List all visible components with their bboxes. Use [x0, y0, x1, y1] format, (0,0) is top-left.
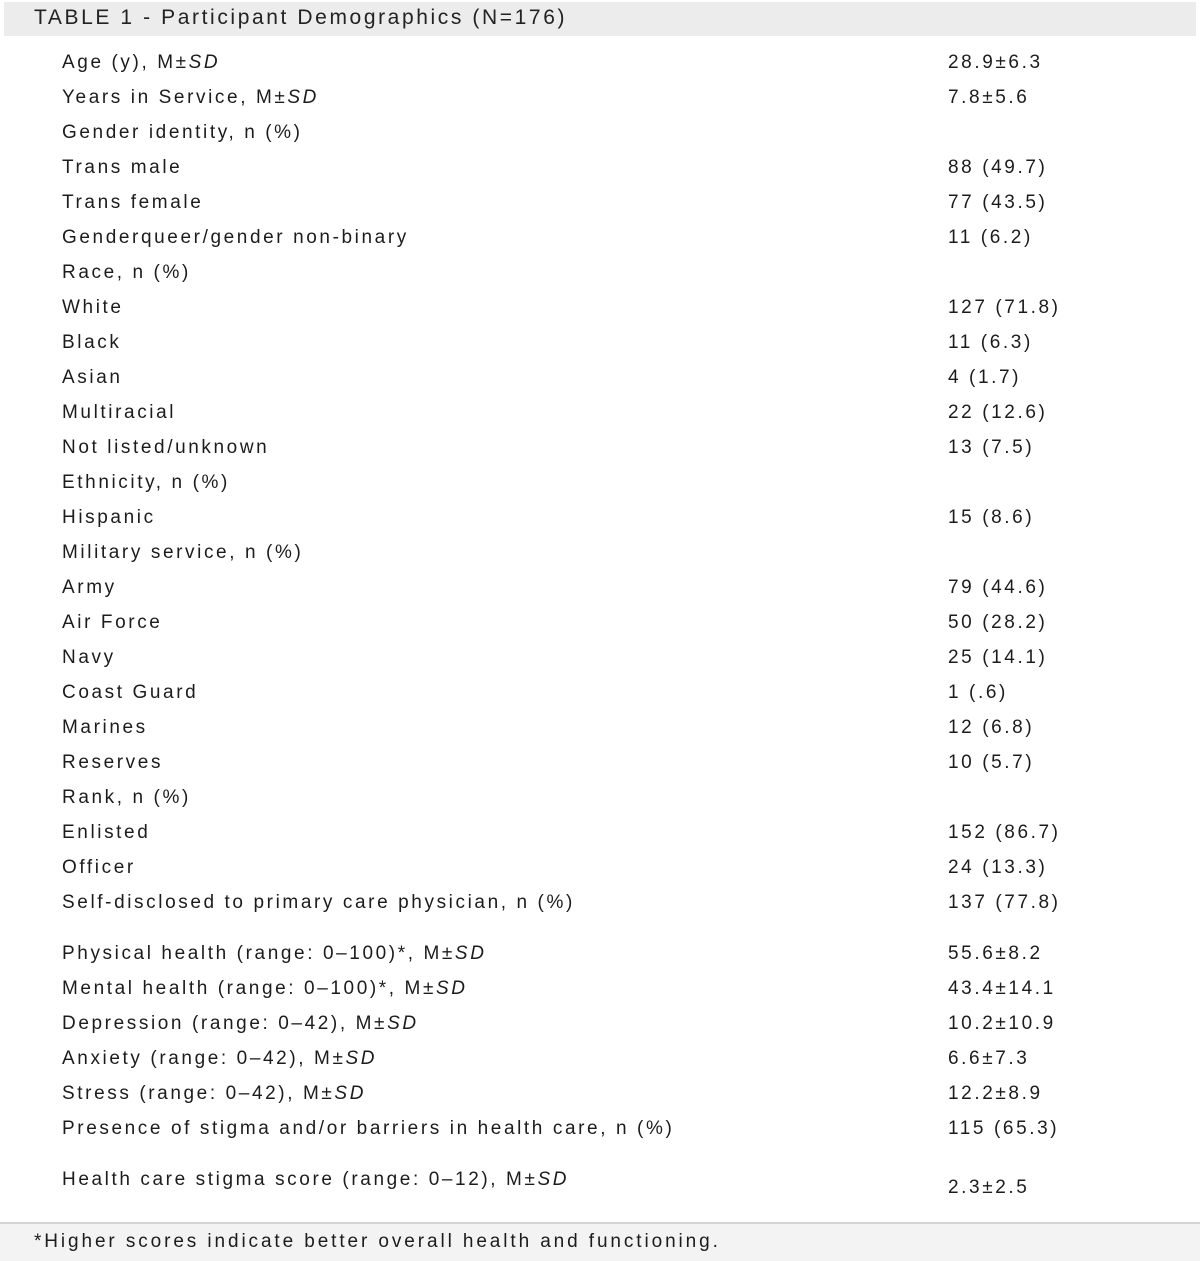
row-label-text: Officer: [62, 857, 136, 878]
row-label-text: Marines: [62, 717, 148, 738]
row-label-text: Health care stigma score (range: 0–12), M±: [62, 1169, 538, 1190]
row-label-text: Presence of stigma and/or barriers in health care, n (%): [62, 1118, 675, 1139]
row-label: [62, 507, 892, 528]
row-label-text: Enlisted: [62, 822, 151, 843]
row-label-text: Reserves: [62, 752, 164, 773]
row-label: [62, 87, 892, 108]
row-label: [62, 402, 892, 423]
row-label-text: Rank, n (%): [62, 787, 191, 808]
row-value: 115 (65.3): [948, 1118, 1060, 1139]
row-label-text: Army: [62, 577, 117, 598]
row-label-text: Physical health (range: 0–100)*, M±: [62, 943, 455, 964]
row-value: 6.6±7.3: [948, 1048, 1030, 1069]
row-label-text: Ethnicity, n (%): [62, 472, 230, 493]
row-label-text: Multiracial: [62, 402, 177, 423]
row-label: [62, 52, 892, 73]
row-label-italic: SD: [387, 1013, 419, 1034]
row-value: 2.3±2.5: [948, 1177, 1030, 1198]
row-label-text: Hispanic: [62, 507, 156, 528]
row-label: [62, 542, 892, 563]
row-label: [62, 943, 892, 964]
row-value: 24 (13.3): [948, 857, 1048, 878]
row-label-italic: SD: [454, 943, 487, 964]
row-label: [62, 262, 892, 283]
row-label: [62, 857, 892, 878]
table-caption: TABLE 1 - Participant Demographics (N=176): [34, 6, 568, 29]
row-label-text: Years in Service, M±: [62, 87, 288, 108]
row-label-text: Self-disclosed to primary care physician, n (%): [62, 892, 575, 913]
row-label: [62, 752, 892, 773]
row-label: [62, 612, 892, 633]
row-label: [62, 1118, 782, 1139]
row-value: 79 (44.6): [948, 577, 1048, 598]
row-value: 10.2±10.9: [948, 1013, 1056, 1034]
row-label-text: Not listed/unknown: [62, 437, 270, 458]
row-label: [62, 192, 892, 213]
row-label-text: Air Force: [62, 612, 163, 633]
row-value: 11 (6.2): [948, 227, 1033, 248]
row-value: 10 (5.7): [948, 752, 1035, 773]
row-label-text: Trans male: [62, 157, 183, 178]
row-label: [62, 1169, 862, 1190]
row-label-italic: SD: [537, 1169, 570, 1190]
row-value: 152 (86.7): [948, 822, 1061, 843]
table-body: [4, 36, 1196, 1222]
row-label-text: Trans female: [62, 192, 204, 213]
row-label: [62, 1083, 892, 1104]
row-label-text: Navy: [62, 647, 116, 668]
row-value: 12 (6.8): [948, 717, 1035, 738]
row-label-text: Coast Guard: [62, 682, 199, 703]
row-label: [62, 787, 892, 808]
row-label-italic: SD: [188, 52, 221, 73]
row-value: 137 (77.8): [948, 892, 1061, 913]
row-value: 127 (71.8): [948, 297, 1061, 318]
table-caption-bar: [4, 2, 1196, 36]
row-label-text: Age (y), M±: [62, 52, 189, 73]
row-value: 4 (1.7): [948, 367, 1022, 388]
row-value: 25 (14.1): [948, 647, 1048, 668]
row-value: 28.9±6.3: [948, 52, 1043, 73]
row-value: 22 (12.6): [948, 402, 1048, 423]
row-label-text: Black: [62, 332, 122, 353]
row-value: 77 (43.5): [948, 192, 1048, 213]
row-label-text: Gender identity, n (%): [62, 122, 303, 143]
row-label: [62, 717, 892, 738]
row-label-text: Race, n (%): [62, 262, 191, 283]
row-label: [62, 472, 892, 493]
row-label: [62, 892, 892, 913]
row-label-italic: SD: [287, 87, 320, 108]
row-label-text: Anxiety (range: 0–42), M±: [62, 1048, 346, 1069]
row-label-text: Mental health (range: 0–100)*, M±: [62, 978, 437, 999]
row-label: [62, 822, 892, 843]
row-value: 43.4±14.1: [948, 978, 1056, 999]
table-footer: [0, 1224, 1200, 1261]
row-label: [62, 332, 892, 353]
table-footnote: *Higher scores indicate better overall health and functioning.: [34, 1231, 721, 1252]
row-label: [62, 227, 892, 248]
row-value: 13 (7.5): [948, 437, 1035, 458]
row-label-text: Asian: [62, 367, 123, 388]
row-label-text: Stress (range: 0–42), M±: [62, 1083, 335, 1104]
row-value: 50 (28.2): [948, 612, 1048, 633]
row-label: [62, 647, 892, 668]
row-label-italic: SD: [334, 1083, 367, 1104]
row-value: 1 (.6): [948, 682, 1008, 703]
row-label: [62, 1013, 892, 1034]
row-value: 55.6±8.2: [948, 943, 1043, 964]
row-label: [62, 1048, 892, 1069]
row-value: 12.2±8.9: [948, 1083, 1043, 1104]
row-label-text: Military service, n (%): [62, 542, 304, 563]
row-label-text: Depression (range: 0–42), M±: [62, 1013, 388, 1034]
row-value: 7.8±5.6: [948, 87, 1030, 108]
row-label-italic: SD: [345, 1048, 378, 1069]
row-value: 11 (6.3): [948, 332, 1033, 353]
row-label-italic: SD: [436, 978, 468, 999]
row-value: 88 (49.7): [948, 157, 1048, 178]
row-label: [62, 437, 892, 458]
row-label-text: White: [62, 297, 124, 318]
row-label: [62, 297, 892, 318]
row-label-text: Genderqueer/gender non-binary: [62, 227, 409, 248]
row-label: [62, 577, 892, 598]
row-label: [62, 122, 892, 143]
row-label: [62, 978, 892, 999]
row-label: [62, 682, 892, 703]
row-label: [62, 157, 892, 178]
row-value: 15 (8.6): [948, 507, 1035, 528]
row-label: [62, 367, 892, 388]
